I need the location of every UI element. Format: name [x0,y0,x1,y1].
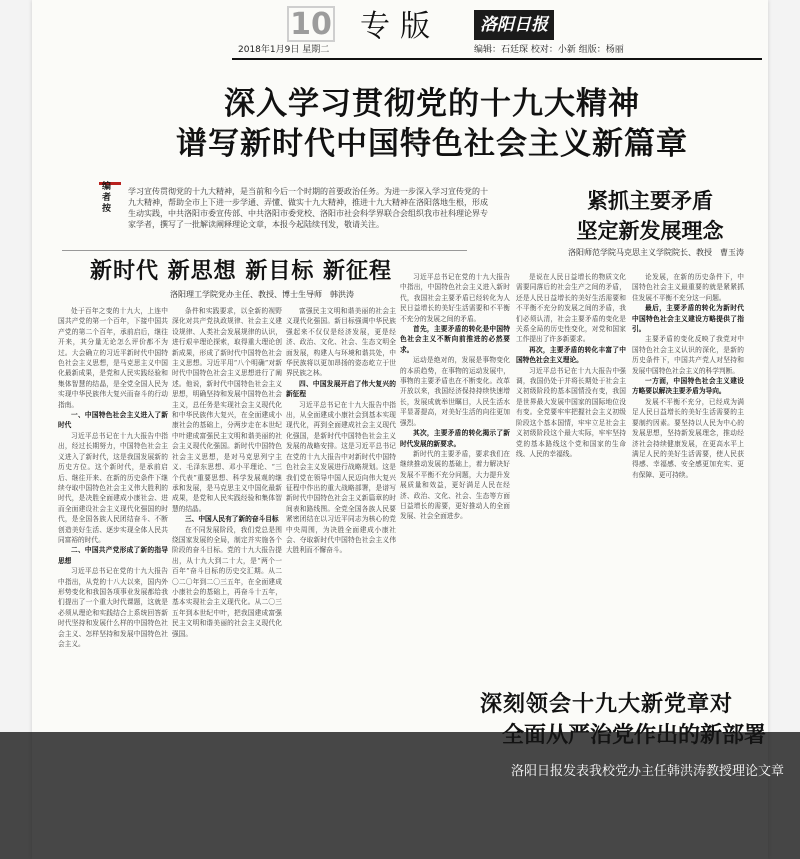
right-title-line-1: 紧抓主要矛盾 [587,188,713,213]
page-number: 10 [287,6,335,42]
article-column-5 [516,272,626,680]
section-heading: 一、中国特色社会主义进入了新时代 [58,411,168,430]
section-heading: 再次，主要矛盾的转化丰富了中国特色社会主义理论。 [516,345,626,365]
paragraph: 处于百年之变的十九大，上连中国共产党的第一个百年，下接中国共产党的第二个百年，承前启后，继往开来，其分量无论怎么评价都不为过。大会确立的习近平新时代中国特色社会主义思想，是马克思主义中国化最新成果，是党和人民实践经验和集体智慧的结晶，是全党全国人民为实现中华民族伟大复兴而奋斗的行动指南。 [58,307,168,409]
section-heading: 首先，主要矛盾的转化是中国特色社会主义不断向前推进的必然要求。 [400,325,510,354]
staff-credits: 编辑：石廷琛 校对：小新 组版：杨丽 [474,45,624,55]
paragraph: 富强民主文明和谐美丽的社会主义现代化强国。新目标强调中华民族强起来不仅仅是经济发展，更是经济、政治、文化、社会、生态文明全面发展，构建人与环境和谐共处，中华民族将以更加昂扬的姿态屹立于世界民族之林。 [286,307,396,378]
masthead-rule [232,58,762,60]
paragraph: 习近平总书记在十九大报告中强调，我国仍处于并将长期处于社会主义初级阶段的基本国情没有变，我国是世界最大发展中国家的国际地位没有变。全党要牢牢把握社会主义初级阶段这个基本国情，牢牢立足社会主义初级阶段这个最大实际，牢牢坚持党的基本路线这个党和国家的生命线、人民的幸福线。 [516,366,626,458]
paragraph: 习近平总书记在十九大报告中指出，从全面建成小康社会到基本实现现代化，再到全面建成社会主义现代化强国，是新时代中国特色社会主义发展的战略安排。这是习近平总书记在党的十九大报告中对新时代中国特色社会主义发展进行战略规划。这是我们党在领导中国人民迈向伟大复兴征程中作出的重大战略部署，是谱写新时代中国特色社会主义新篇章的时间表和路线图。全党全国各族人民要紧密团结在以习近平同志为核心的党中央周围，为决胜全面建成小康社会、夺取新时代中国特色社会主义伟大胜利而不懈奋斗。 [286,400,396,555]
article-column-3 [286,306,396,732]
left-article-title: 新时代 新思想 新目标 新征程 [90,258,392,284]
left-article-rule [62,250,467,251]
article-column-2 [172,306,282,732]
paragraph: 论发展，在新的历史条件下，中国特色社会主义最重要的就是紧紧抓住发展不平衡不充分这一问题。 [632,273,744,302]
paragraph: 在不同发展阶段，我们党总是围绕国家发展的全局，制定并实施各个阶段的奋斗目标。党的十九大报告提出，从十九大到二十大，是“两个一百年”奋斗目标的历史交汇期。从二〇二〇年到二〇三五年，在全面建成小康社会的基础上，再奋斗十五年，基本实现社会主义现代化。从二〇三五年到本世纪中叶，把我国建成富强民主文明和谐美丽的社会主义现代化强国。 [172,525,282,638]
headline-line-2: 谱写新时代中国特色社会主义新篇章 [176,126,688,162]
section-heading: 四、中国发展开启了伟大复兴的新征程 [286,379,396,399]
caption-text: 洛阳日报发表我校党办主任韩洪涛教授理论文章 [510,764,784,779]
issue-date: 2018年1月9日 星期二 [238,45,330,55]
paper-logo: 洛阳日报 [474,10,554,40]
section-heading: 一方面，中国特色社会主义建设方略要以解决主要矛盾为导向。 [632,377,744,396]
paragraph: 主要矛盾的变化反映了我党对中国特色社会主义认识的深化，是新的历史条件下，中国共产党人对坚持和发展中国特色社会主义的科学判断。 [632,335,744,375]
left-article-byline: 洛阳理工学院党办主任、教授、博士生导师 韩洪涛 [170,290,354,299]
article-column-6 [632,272,744,680]
paragraph: 习近平总书记在十九大报告中指出，经过长期努力，中国特色社会主义进入了新时代，这是我国发展新的历史方位。这个新时代，是承前启后、继往开来、在新的历史条件下继续夺取中国特色社会主义伟大胜利的时代，是决胜全面建成小康社会、进而全面建设社会主义现代化强国的时代，是全国各族人民团结奋斗、不断创造美好生活、逐步实现全体人民共同富裕的时代。 [58,431,168,544]
paragraph: 习近平总书记在党的十九大报告中指出，中国特色社会主义进入新时代，我国社会主要矛盾已经转化为人民日益增长的美好生活需要和不平衡不充分的发展之间的矛盾。 [400,273,510,323]
paragraph: 是说在人民日益增长的物质文化需要同落后的社会生产之间的矛盾，还是人民日益增长的美好生活需要和不平衡不充分的发展之间的矛盾，我们必须认清，社会主要矛盾的变化是关系全局的历史性变化，对党和国家工作提出了许多新要求。 [516,273,626,344]
masthead [32,0,768,60]
section-heading: 二、中国共产党形成了新的指导思想 [58,546,168,565]
newspaper-page [32,0,768,859]
paragraph: 习近平总书记在党的十九大报告中指出，从党的十八大以来，国内外形势变化和我国各项事业发展都给我们提出了一个重大时代课题，这就是必须从理论和实践结合上系统回答新时代坚持和发展什么样的中国特色社会主义、怎样坚持和发展中国特色社会主义。 [58,567,168,648]
paragraph: 发展不平衡不充分，已经成为满足人民日益增长的美好生活需要的主要制约因素。要坚持以人民为中心的发展思想，坚持新发展理念，推动经济社会持续健康发展，在更高水平上满足人民的美好生活需要，使人民获得感、幸福感、安全感更加充实、更有保障、更可持续。 [632,397,744,479]
headline-line-1: 深入学习贯彻党的十九大精神 [224,86,640,122]
editor-note-text: 学习宣传贯彻党的十九大精神，是当前和今后一个时期的首要政治任务。为进一步深入学习宣传党的十九大精神，帮助全市上下进一步学通、弄懂、做实十九大精神，推进十九大精神在洛阳落地生根，形成生动实践，中共洛阳市委宣传部、中共洛阳市委党校、洛阳市社会科学界联合会组织我市社科理论界专家学者，撰写了一批解读阐释理论文章，本报今起陆续刊发，敬请关注。 [128,187,488,229]
paragraph: 新时代的主要矛盾，要求我们在继续推动发展的基础上，着力解决好发展不平衡不充分问题，大力提升发展质量和效益，更好满足人民在经济、政治、文化、社会、生态等方面日益增长的需要，更好推动人的全面发展、社会全面进步。 [400,449,510,521]
main-headline [142,84,722,164]
section-heading: 最后，主要矛盾的转化为新时代中国特色社会主义建设方略提供了指引。 [632,304,744,334]
right-title-line-2: 坚定新发展理念 [576,218,724,243]
caption-bar [0,732,800,859]
editor-note-label: 编者按 [102,182,112,214]
article-column-4 [400,272,510,680]
section-heading: 其次，主要矛盾的转化揭示了新时代发展的新要求。 [400,429,510,448]
right-article-byline: 洛阳师范学院马克思主义学院院长、教授 曹玉涛 [568,248,744,257]
paragraph: 运动是绝对的，发展是事物变化的本质趋势，在事物的运动发展中，事物的主要矛盾也在不断变化。改革开放以来，我国经济保持持续快速增长，发展成就举世瞩目，人民生活水平显著提高，对美好生活的向往更加强烈。 [400,356,510,427]
section-heading: 三、中国人民有了新的奋斗目标 [185,515,279,524]
article-column-1 [58,306,168,732]
right-article-title [550,186,750,246]
paragraph: 条件和实践要求，以全新的视野深化对共产党执政规律、社会主义建设规律、人类社会发展规律的认识，进行艰辛理论探索，取得重大理论创新成果，形成了新时代中国特色社会主义思想。习近平用“八个明确”对新时代中国特色社会主义思想进行了阐述。他说，新时代中国特色社会主义思想，明确坚持和发展中国特色社会主义，总任务是实现社会主义现代化和中华民族伟大复兴，在全面建成小康社会的基础上，分两步走在本世纪中叶建成富强民主文明和谐美丽的社会主义现代化强国。新时代中国特色社会主义思想，是对马克思列宁主义、毛泽东思想、邓小平理论、“三个代表”重要思想、科学发展观的继承和发展，是马克思主义中国化最新成果，是党和人民实践经验和集体智慧的结晶。 [172,307,282,513]
section-name: 专版 [360,9,440,44]
bottom-article-title-cut [502,720,762,732]
bottom-article-title: 深刻领会十九大新党章对 [480,691,734,717]
